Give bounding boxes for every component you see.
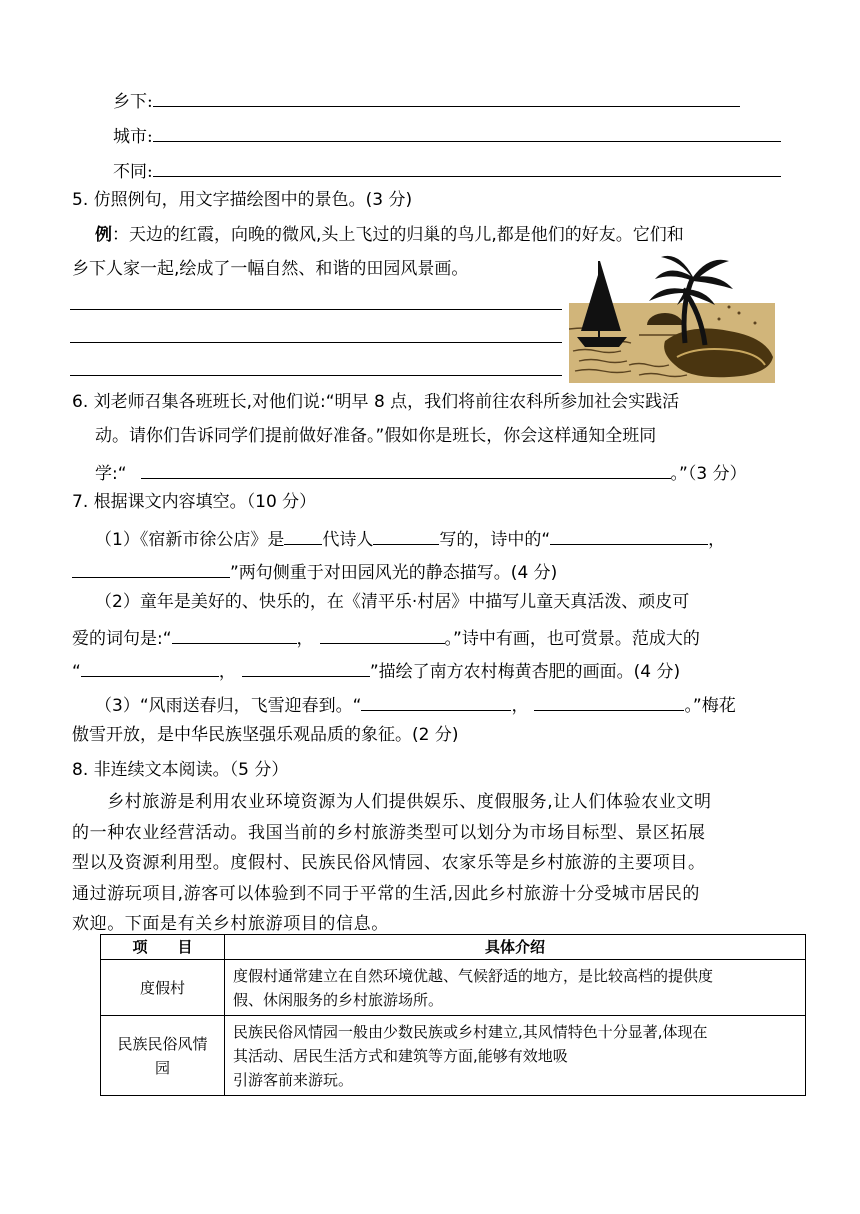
answer-line-countryside	[113, 86, 740, 114]
q7-p1-text-a: （1）《宿新市徐公店》是	[95, 530, 285, 550]
q7-title: 7. 根据课文内容填空。（10 分）	[72, 492, 317, 512]
desc-line: 民族民俗风情园一般由少数民族或乡村建立,其风情特色十分显著,体现在	[233, 1022, 708, 1041]
q7-blank-mei-a[interactable]	[361, 690, 511, 711]
q7-p3-text-a: （3）“风雨送春归，飞雪迎春到。“	[95, 696, 362, 716]
q7-p2-quote: “	[72, 662, 81, 682]
label-countryside: 乡下:	[113, 92, 153, 112]
q6-score: 。”（3 分）	[670, 464, 747, 484]
label-difference: 不同:	[113, 162, 153, 182]
q6-blank[interactable]	[141, 458, 671, 479]
q7-blank-ci-a[interactable]	[172, 623, 297, 644]
q7-blank-line-a[interactable]	[550, 524, 708, 545]
q6-line3	[95, 458, 747, 486]
q7-p1-text-e: ”两句侧重于对田园风光的静态描写。(4 分)	[230, 563, 558, 583]
q7-blank-ci-b[interactable]	[320, 623, 445, 644]
q7-p2-text-d: 。”诗中有画，也可赏景。范成大的	[444, 629, 700, 649]
q5-blank-1[interactable]	[70, 309, 562, 310]
q7-blank-line-b[interactable]	[72, 557, 230, 578]
q5-blank-3[interactable]	[70, 375, 562, 376]
q7-p1-text-c: 写的，诗中的“	[439, 530, 551, 550]
q6-line1: 6. 刘老师召集各班班长,对他们说:“明早 8 点，我们将前往农科所参加社会实践活	[72, 392, 680, 412]
q7-p1-line2	[72, 557, 557, 585]
q7-blank-fan-b[interactable]	[242, 656, 370, 677]
q5-example-line1	[95, 223, 684, 247]
table-cell-item: 度假村	[101, 960, 225, 1016]
q7-p3-line2: 傲雪开放，是中华民族坚强乐观品质的象征。(2 分)	[72, 725, 459, 745]
q8-title: 8. 非连续文本阅读。（5 分）	[72, 760, 289, 780]
table-cell-description	[225, 1016, 806, 1096]
example-text1: ：天边的红霞，向晚的微风,头上飞过的归巢的鸟儿,都是他们的好友。它们和	[112, 225, 684, 245]
blank-difference[interactable]	[153, 156, 781, 177]
q7-p2-line3	[72, 656, 680, 684]
q7-p3-line1	[95, 690, 736, 718]
q8-passage-line: 乡村旅游是利用农业环境资源为人们提供娱乐、度假服务,让人们体验农业文明	[72, 792, 712, 812]
q7-blank-mei-b[interactable]	[534, 690, 684, 711]
table-header-row	[101, 935, 806, 960]
label-city: 城市:	[113, 127, 153, 147]
q8-passage-line: 欢迎。下面是有关乡村旅游项目的信息。	[72, 914, 389, 934]
q7-p1-comma: ，	[708, 530, 726, 550]
header-description: 具体介绍	[225, 935, 806, 960]
table-row	[101, 1016, 806, 1096]
table-cell-item	[101, 1016, 225, 1096]
table-row	[101, 960, 806, 1016]
header-item: 项 目	[101, 935, 225, 960]
item-line: 民族民俗风情	[117, 1034, 208, 1053]
item-line: 园	[154, 1058, 170, 1077]
answer-line-difference	[113, 156, 781, 184]
example-label: 例	[95, 225, 112, 245]
tourism-project-table	[100, 934, 806, 1096]
q7-blank-dynasty[interactable]	[284, 524, 322, 545]
q7-p1-line1	[95, 524, 725, 552]
q8-passage-line: 通过游玩项目,游客可以体验到不同于平常的生活,因此乡村旅游十分受城市居民的	[72, 883, 701, 904]
q7-p2-line1: （2）童年是美好的、快乐的，在《清平乐·村居》中描写儿童天真活泼、顽皮可	[95, 592, 690, 612]
q8-passage-line: 的一种农业经营活动。我国当前的乡村旅游类型可以划分为市场目标型、景区拓展	[72, 822, 706, 843]
q7-p2-text-g: ”描绘了南方农村梅黄杏肥的画面。(4 分)	[369, 662, 681, 682]
q6-line2: 动。请你们告诉同学们提前做好准备。”假如你是班长，你会这样通知全班同	[95, 426, 657, 446]
answer-line-city	[113, 121, 781, 149]
q5-title: 5. 仿照例句，用文字描绘图中的景色。(3 分)	[72, 190, 413, 210]
q8-passage	[72, 787, 790, 940]
q5-blank-2[interactable]	[70, 342, 562, 343]
q7-p3-text-c: 。”梅花	[684, 696, 736, 716]
table-cell-description	[225, 960, 806, 1016]
q7-p2-comma: ，	[296, 629, 314, 649]
beach-sailboat-illustration	[569, 253, 775, 383]
q5-example-line2: 乡下人家一起,绘成了一幅自然、和谐的田园风景画。	[72, 259, 469, 279]
q8-passage-line: 型以及资源利用型。度假村、民族民俗风情园、农家乐等是乡村旅游的主要项目。	[72, 853, 706, 873]
desc-line: 假、休闲服务的乡村旅游场所。	[233, 990, 444, 1009]
q7-blank-poet[interactable]	[373, 524, 439, 545]
q7-p3-comma: ，	[511, 696, 529, 716]
desc-line: 度假村通常建立在自然环境优越、气候舒适的地方，是比较高档的提供度	[233, 966, 714, 985]
blank-city[interactable]	[153, 121, 781, 142]
desc-line: 引游客前来游玩。	[233, 1070, 354, 1089]
q7-p2-comma2: ，	[218, 662, 236, 682]
q7-p2-text-b: 爱的词句是:“	[72, 629, 172, 649]
q6-quote-open: 学:“	[95, 464, 127, 484]
blank-countryside[interactable]	[153, 86, 740, 107]
q7-blank-fan-a[interactable]	[81, 656, 219, 677]
q7-p2-line2	[72, 623, 700, 651]
q7-p1-text-b: 代诗人	[322, 530, 374, 550]
desc-line: 其活动、居民生活方式和建筑等方面,能够有效地吸	[233, 1046, 568, 1065]
